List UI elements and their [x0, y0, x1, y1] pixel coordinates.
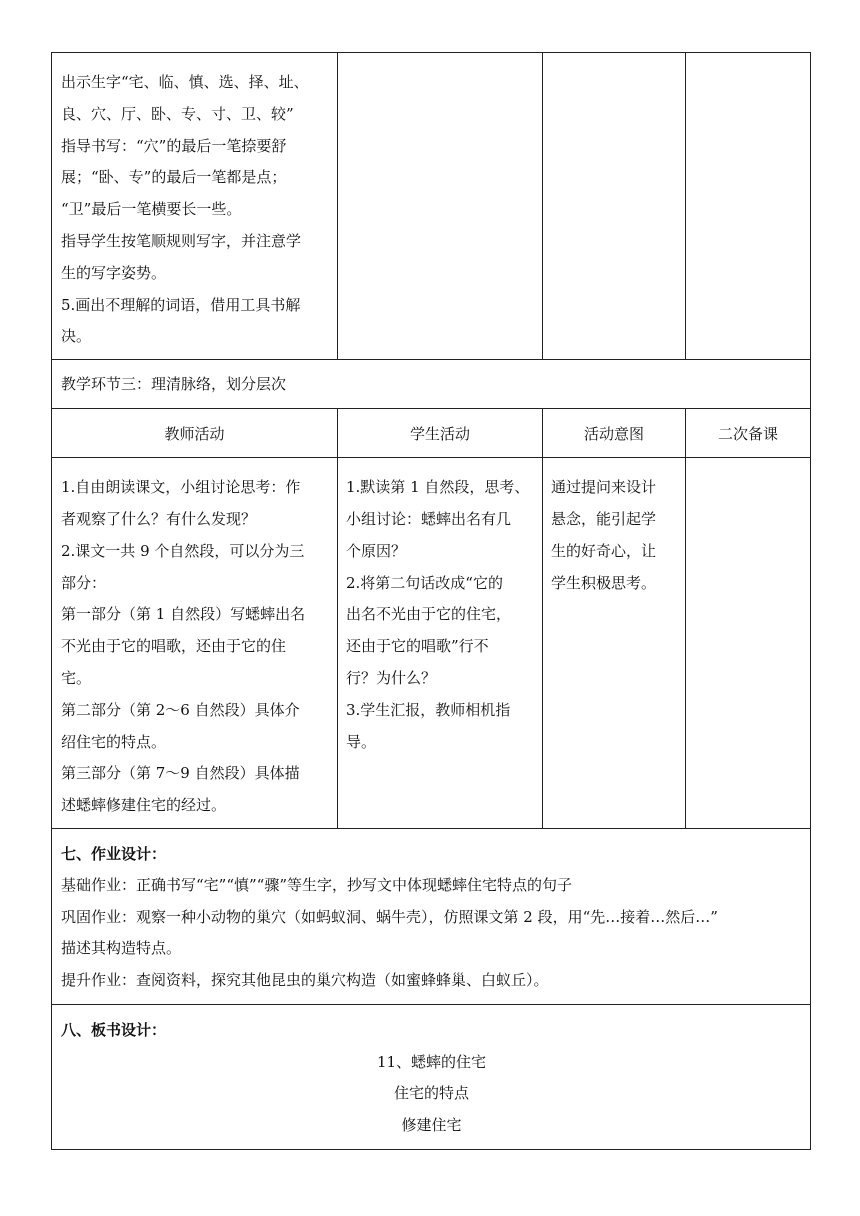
teacher-activity-cell [52, 53, 338, 360]
text-line: 出示生字“宅、临、慎、选、择、址、 [61, 73, 309, 91]
text-line: 良、穴、厅、卧、专、寸、卫、较” [61, 104, 294, 123]
text-line: 不光由于它的唱歌，还由于它的住 [61, 637, 287, 656]
text-line: 第二部分（第 2～6 自然段）具体介 [61, 700, 300, 719]
text-line: 行？为什么？ [346, 668, 437, 687]
board-line: 11、蟋蟀的住宅 [376, 1052, 487, 1071]
homework-cell [52, 828, 811, 1005]
header-second-prep: 二次备课 [686, 409, 811, 458]
text-line: 小组讨论：蟋蟀出名有几 [346, 509, 512, 528]
text-line: 出名不光由于它的住宅， [346, 605, 512, 624]
board-line: 修建住宅 [401, 1115, 462, 1134]
homework-line: 提升作业：查阅资料，探究其他昆虫的巢穴构造（如蜜蜂蜂巢、白蚁丘）。 [61, 970, 549, 989]
stage-title-cell [52, 360, 811, 409]
homework-section [52, 829, 810, 1005]
text-line: 第一部分（第 1 自然段）写蟋蟀出名 [61, 605, 306, 624]
board-design-section [52, 1005, 810, 1149]
student-activity-cell [338, 458, 543, 829]
board-design-title: 八、板书设计： [61, 1021, 167, 1040]
board-design-cell [52, 1005, 811, 1150]
student-activity-cell [338, 53, 543, 360]
text-line: 2.课文一共 9 个自然段，可以分为三 [61, 541, 305, 560]
text-line: 个原因？ [346, 541, 407, 560]
text-line: 生的写字姿势。 [61, 263, 167, 282]
header-teacher-activity: 教师活动 [52, 409, 338, 458]
text-line: 决。 [61, 327, 92, 346]
text-line: 展；“卧、专”的最后一笔都是点； [61, 168, 287, 187]
text-line: 者观察了什么？有什么发现？ [61, 509, 257, 528]
activity-intent-cell [543, 458, 686, 829]
board-design-row [52, 1005, 811, 1150]
text-line: 1.自由朗读课文，小组讨论思考：作 [61, 478, 301, 497]
stage-title: 教学环节三：理清脉络，划分层次 [61, 375, 287, 394]
homework-line: 描述其构造特点。 [61, 939, 182, 958]
text-line: “卫”最后一笔横要长一些。 [61, 200, 242, 219]
second-prep-cell [686, 458, 811, 829]
homework-title: 七、作业设计： [61, 844, 167, 863]
activity-intent-cell [543, 53, 686, 360]
stage-title-row [52, 360, 811, 409]
teacher-activity-text [52, 458, 337, 828]
teacher-activity-text [52, 53, 337, 359]
stage2-continued-row [52, 53, 811, 360]
header-student-activity: 学生活动 [338, 409, 543, 458]
text-line: 部分： [61, 573, 107, 592]
header-activity-intent: 活动意图 [543, 409, 686, 458]
text-line: 指导书写：“穴”的最后一笔捺要舒 [61, 136, 287, 155]
homework-line: 基础作业：正确书写“宅”“慎”“骤”等生字，抄写文中体现蟋蟀住宅特点的句子 [61, 876, 573, 895]
text-line: 还由于它的唱歌”行不 [346, 637, 489, 656]
teacher-activity-cell [52, 458, 338, 829]
text-line: 绍住宅的特点。 [61, 732, 167, 751]
lesson-plan-table [51, 52, 811, 1150]
text-line: 宅。 [61, 668, 92, 687]
activity-intent-text [543, 458, 685, 605]
homework-line: 巩固作业：观察一种小动物的巢穴（如蚂蚁洞、蜗牛壳），仿照课文第 2 段，用“先…接着…然后…” [61, 907, 718, 926]
stage3-row [52, 458, 811, 829]
text-line: 5.画出不理解的词语，借用工具书解 [61, 295, 301, 314]
text-line: 2.将第二句话改成“它的 [346, 573, 503, 592]
text-line: 指导学生按笔顺规则写字，并注意学 [61, 231, 302, 250]
text-line: 通过提问来设计 [551, 478, 657, 497]
second-prep-cell [686, 53, 811, 360]
board-line: 住宅的特点 [393, 1084, 469, 1103]
homework-row [52, 828, 811, 1005]
student-activity-text [338, 458, 542, 764]
text-line: 导。 [346, 732, 377, 751]
text-line: 悬念，能引起学 [551, 509, 657, 528]
column-header-row [52, 409, 811, 458]
text-line: 1.默读第 1 自然段，思考、 [346, 478, 530, 497]
text-line: 3.学生汇报，教师相机指 [346, 700, 511, 719]
text-line: 生的好奇心，让 [551, 541, 657, 560]
text-line: 述蟋蟀修建住宅的经过。 [61, 796, 227, 815]
text-line: 第三部分（第 7～9 自然段）具体描 [61, 764, 300, 783]
text-line: 学生积极思考。 [551, 573, 657, 592]
